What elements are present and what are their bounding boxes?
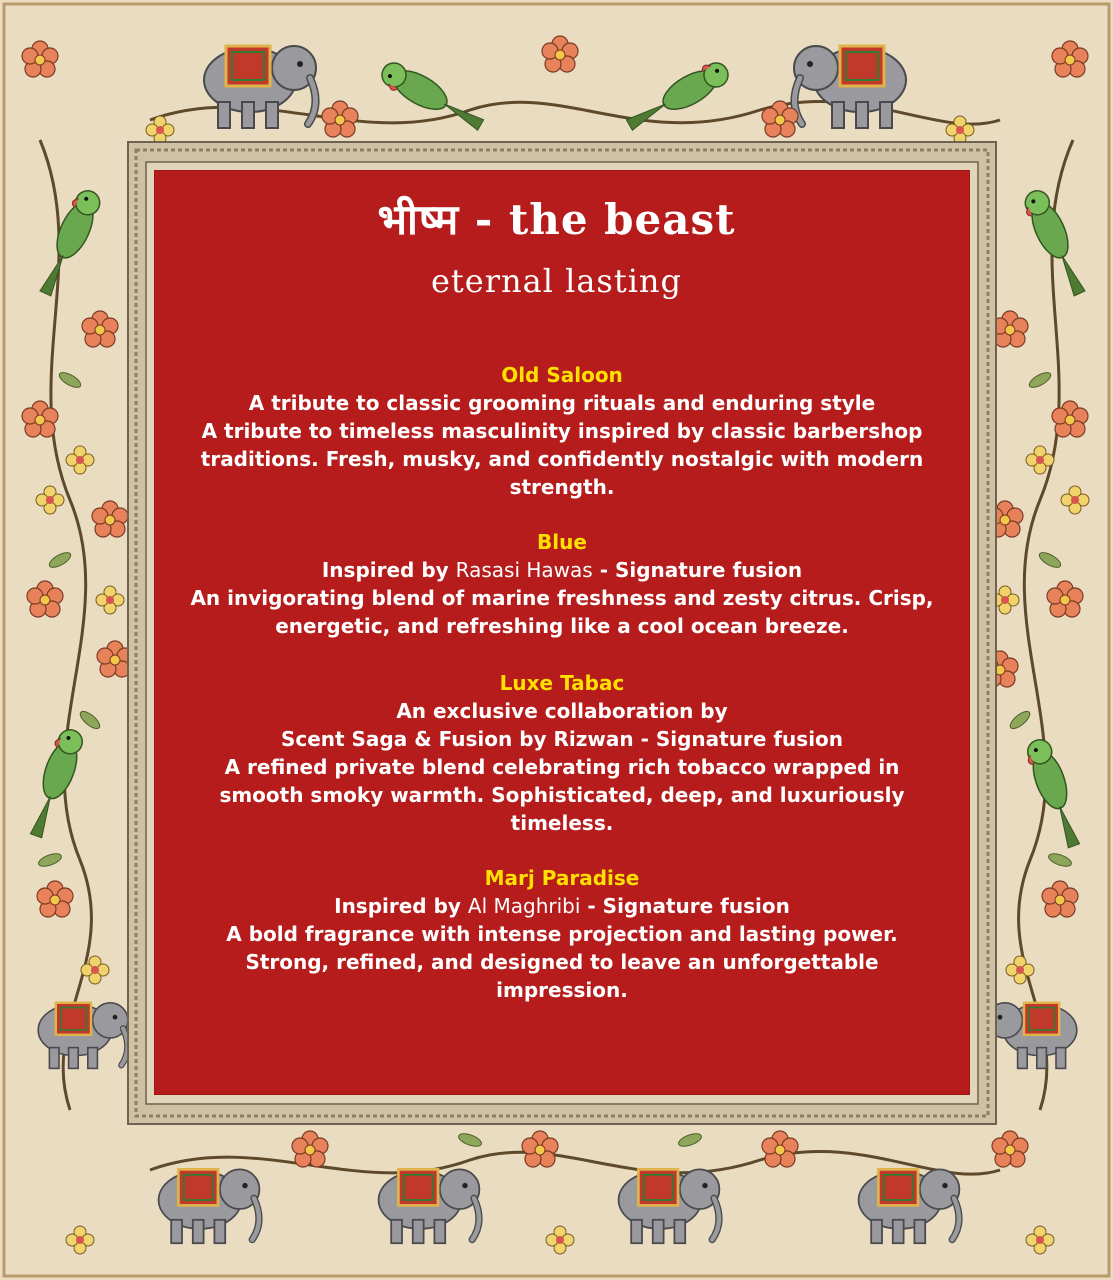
fragrance-section-old-saloon (154, 361, 970, 501)
section-description: An invigorating blend of marine freshness and zesty citrus. Crisp, energetic, and refreshing like a cool ocean breeze. (190, 586, 934, 638)
section-collab-line-2: Scent Saga & Fusion by Rizwan - Signature fusion (280, 727, 844, 751)
section-description: A refined private blend celebrating rich tobacco wrapped in smooth smoky warmth. Sophisticated, deep, and luxuriously timeless. (219, 755, 905, 835)
section-title: Luxe Tabac (499, 671, 625, 695)
inspired-suffix: - Signature fusion (599, 558, 803, 582)
page-title: भीष्म - the beast (377, 195, 736, 244)
section-collab-line-1: An exclusive collaboration by (396, 699, 728, 723)
section-tagline: A tribute to classic grooming rituals and enduring style (248, 391, 876, 415)
section-title: Old Saloon (501, 363, 623, 387)
section-description: A tribute to timeless masculinity inspired by classic barbershop traditions. Fresh, musky, and confidently nostalgic with modern strength. (200, 419, 924, 499)
inspired-name: Rasasi Hawas (455, 558, 593, 582)
section-title: Marj Paradise (484, 866, 640, 890)
section-description: A bold fragrance with intense projection and lasting power. Strong, refined, and designed to leave an unforgettable impression. (226, 922, 898, 1002)
section-title: Blue (537, 530, 587, 554)
inspired-name: Al Maghribi (467, 894, 581, 918)
fragrance-section-luxe-tabac (154, 669, 970, 837)
section-inspired-line (154, 892, 970, 920)
inspired-suffix: - Signature fusion (587, 894, 790, 918)
inspired-prefix: Inspired by (334, 894, 461, 918)
fragrance-section-marj-paradise (154, 864, 970, 1004)
section-inspired-line (154, 556, 970, 584)
fragrance-section-blue (154, 528, 970, 640)
inspired-prefix: Inspired by (321, 558, 449, 582)
page-subtitle: eternal lasting (430, 262, 683, 300)
